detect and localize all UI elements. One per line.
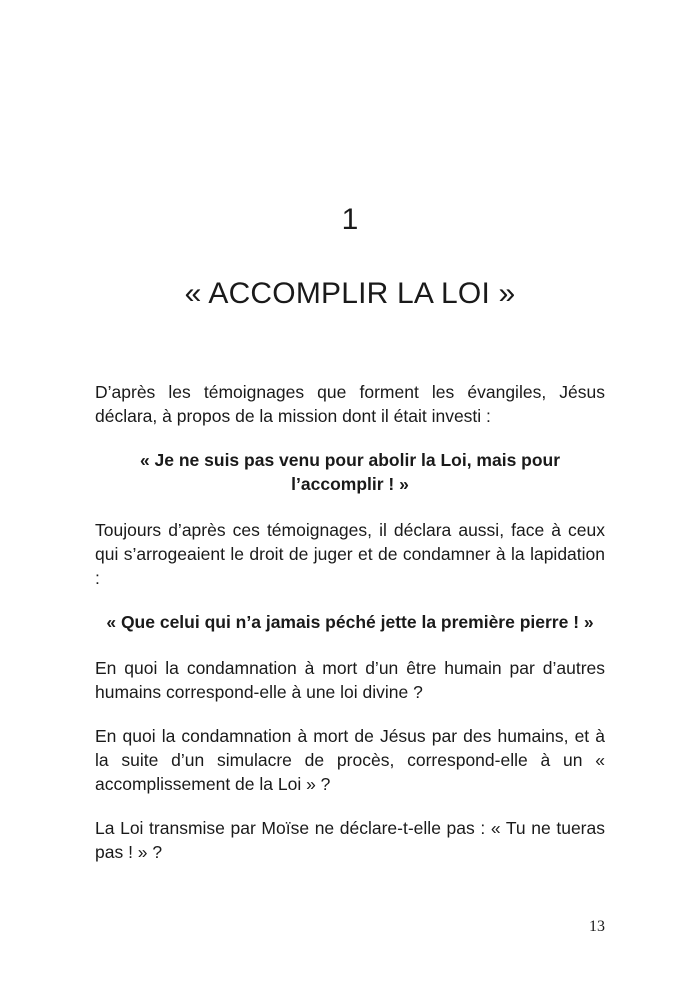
- paragraph-lapidation: Toujours d’après ces témoignages, il déclara aussi, face à ceux qui s’arrogeaient le droit de juger et de condamner à la lapidation :: [95, 520, 605, 588]
- chapter-body: [95, 380, 605, 884]
- quote-accomplish-law: « Je ne suis pas venu pour abolir la Loi, mais pour l’accomplir ! »: [139, 450, 561, 494]
- paragraph-question-jesus-trial: En quoi la condamnation à mort de Jésus par des humains, et à la suite d’un simulacre de procès, correspond-elle à un « accomplissement de la Loi » ?: [95, 726, 605, 794]
- chapter-number: 1: [341, 203, 359, 236]
- paragraph-question-divine-law: En quoi la condamnation à mort d’un être humain par d’autres humains correspond-elle à une loi divine ?: [95, 658, 605, 702]
- chapter-title: « ACCOMPLIR LA LOI »: [184, 277, 516, 310]
- quote-first-stone: « Que celui qui n’a jamais péché jette la première pierre ! »: [106, 612, 594, 632]
- page-number: 13: [589, 918, 605, 935]
- paragraph-question-moses-law: La Loi transmise par Moïse ne déclare-t-elle pas : « Tu ne tueras pas ! » ?: [95, 818, 605, 862]
- paragraph-intro: D’après les témoignages que forment les évangiles, Jésus déclara, à propos de la mission dont il était investi :: [95, 382, 605, 426]
